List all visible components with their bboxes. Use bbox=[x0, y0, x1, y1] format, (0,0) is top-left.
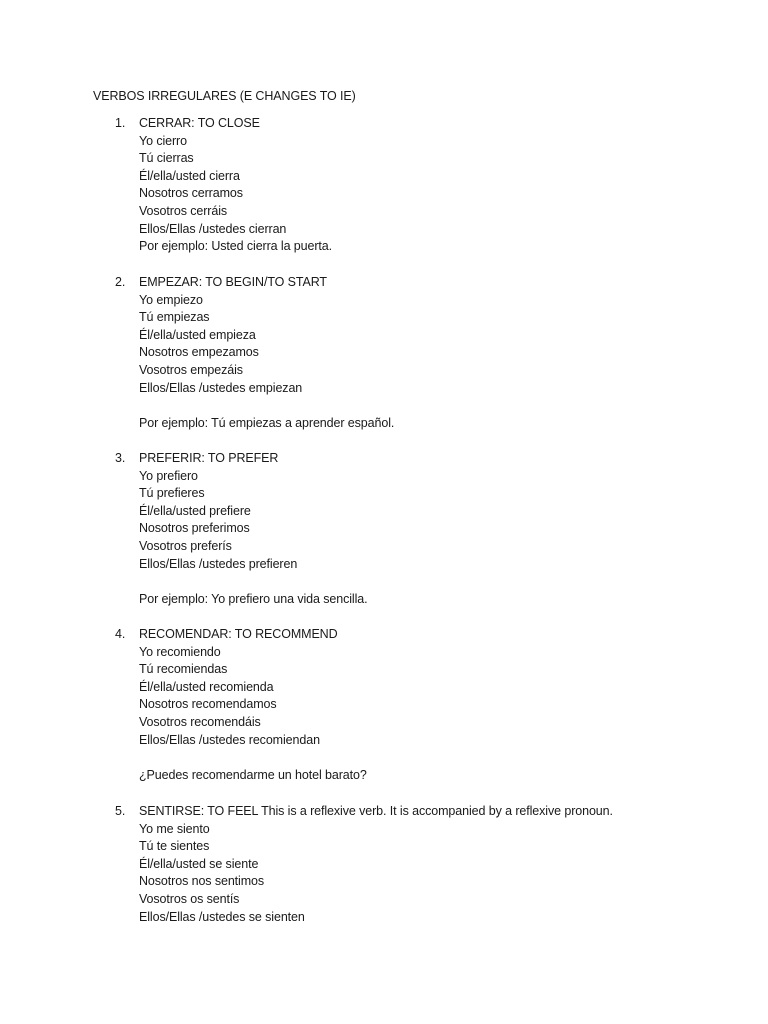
verb-entry-body bbox=[139, 803, 739, 926]
conjugation-line: Ellos/Ellas /ustedes prefieren bbox=[139, 556, 298, 571]
conjugation-line: Él/ella/usted recomienda bbox=[139, 679, 274, 694]
blank-line bbox=[139, 573, 739, 591]
example-sentence: ¿Puedes recomendarme un hotel barato? bbox=[139, 767, 367, 782]
blank-line bbox=[139, 749, 739, 767]
conjugation-line: Ellos/Ellas /ustedes cierran bbox=[139, 221, 287, 236]
list-number: 2. bbox=[115, 275, 126, 289]
verb-heading: EMPEZAR: TO BEGIN/TO START bbox=[139, 275, 327, 289]
conjugation-line: Yo recomiendo bbox=[139, 644, 221, 659]
conjugation-line: Yo cierro bbox=[139, 133, 187, 148]
conjugation-line: Nosotros preferimos bbox=[139, 521, 250, 536]
conjugation-line: Él/ella/usted empieza bbox=[139, 327, 256, 342]
conjugation-line: Tú te sientes bbox=[139, 839, 210, 854]
list-number: 3. bbox=[115, 451, 126, 465]
conjugation-line: Tú prefieres bbox=[139, 486, 205, 501]
document-title: VERBOS IRREGULARES (E CHANGES TO IE) bbox=[93, 89, 356, 103]
conjugation-line: Nosotros recomendamos bbox=[139, 697, 277, 712]
example-sentence: Por ejemplo: Tú empiezas a aprender español. bbox=[139, 415, 395, 430]
example-sentence: Por ejemplo: Usted cierra la puerta. bbox=[139, 239, 333, 254]
conjugation-line: Él/ella/usted cierra bbox=[139, 168, 240, 183]
verb-entry-body bbox=[139, 450, 739, 608]
conjugation-line: Él/ella/usted prefiere bbox=[139, 503, 251, 518]
list-number: 1. bbox=[115, 116, 126, 130]
conjugation-line: Nosotros nos sentimos bbox=[139, 874, 265, 889]
example-sentence: Por ejemplo: Yo prefiero una vida sencilla. bbox=[139, 591, 368, 606]
conjugation-line: Yo empiezo bbox=[139, 292, 203, 307]
conjugation-line: Vosotros recomendáis bbox=[139, 714, 261, 729]
conjugation-line: Él/ella/usted se siente bbox=[139, 856, 259, 871]
conjugation-line: Yo me siento bbox=[139, 821, 210, 836]
conjugation-line: Ellos/Ellas /ustedes empiezan bbox=[139, 380, 303, 395]
list-number: 5. bbox=[115, 804, 126, 818]
verb-entry-body bbox=[139, 115, 739, 256]
verb-heading: RECOMENDAR: TO RECOMMEND bbox=[139, 627, 338, 641]
conjugation-line: Tú empiezas bbox=[139, 310, 210, 325]
verb-heading: SENTIRSE: TO FEEL This is a reflexive verb. It is accompanied by a reflexive pronoun. bbox=[139, 804, 613, 818]
conjugation-line: Nosotros cerramos bbox=[139, 186, 243, 201]
conjugation-line: Vosotros os sentís bbox=[139, 891, 240, 906]
conjugation-line: Tú cierras bbox=[139, 151, 194, 166]
verb-heading: CERRAR: TO CLOSE bbox=[139, 116, 260, 130]
conjugation-line: Nosotros empezamos bbox=[139, 345, 259, 360]
list-number: 4. bbox=[115, 627, 126, 641]
conjugation-line: Tú recomiendas bbox=[139, 662, 228, 677]
verb-heading: PREFERIR: TO PREFER bbox=[139, 451, 279, 465]
blank-line bbox=[139, 397, 739, 415]
conjugation-line: Ellos/Ellas /ustedes se sienten bbox=[139, 909, 305, 924]
conjugation-line: Vosotros preferís bbox=[139, 538, 232, 553]
conjugation-line: Ellos/Ellas /ustedes recomiendan bbox=[139, 732, 320, 747]
conjugation-line: Vosotros cerráis bbox=[139, 203, 228, 218]
conjugation-line: Yo prefiero bbox=[139, 468, 198, 483]
verb-entry-body bbox=[139, 274, 739, 432]
verb-entry-body bbox=[139, 626, 739, 784]
conjugation-line: Vosotros empezáis bbox=[139, 362, 243, 377]
